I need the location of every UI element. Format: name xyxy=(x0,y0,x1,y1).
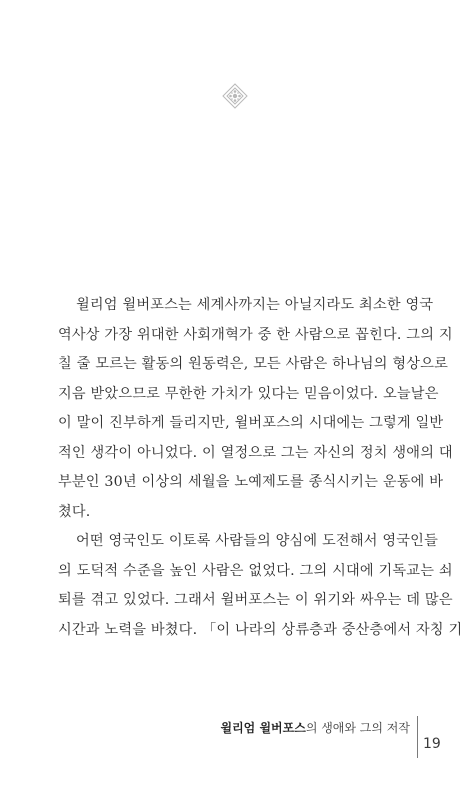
footer-divider xyxy=(417,716,418,758)
text-line: 부분인 30년 이상의 세월을 노예제도를 종식시키는 운동에 바 xyxy=(58,474,444,490)
text-line: 의 도덕적 수준을 높인 사람은 없었다. 그의 시대에 기독교는 쇠 xyxy=(58,562,453,579)
text-line: 쳤다. xyxy=(58,503,91,520)
text-line: 시간과 노력을 바쳤다. 「이 나라의 상류층과 중산층에서 자칭 기 xyxy=(58,621,463,638)
footer-title-rest: 의 생애와 그의 저작 xyxy=(305,721,410,735)
text-line: 적인 생각이 아니었다. 이 열정으로 그는 자신의 정치 생애의 대 xyxy=(58,444,453,461)
text-line: 어떤 영국인도 이토록 사람들의 양심에 도전해서 영국인들 xyxy=(76,533,438,549)
running-footer xyxy=(220,719,410,736)
text-line: 역사상 가장 위대한 사회개혁가 중 한 사람으로 꼽힌다. 그의 지 xyxy=(58,326,453,343)
text-line: 지음 받았으므로 무한한 가치가 있다는 믿음이었다. 오늘날은 xyxy=(58,385,439,402)
footer-title-bold: 윌리엄 윌버포스 xyxy=(220,721,306,735)
text-line: 칠 줄 모르는 활동의 원동력은, 모든 사람은 하나님의 형상으로 xyxy=(58,356,449,372)
page-number: 19 xyxy=(423,736,441,752)
text-line: 이 말이 진부하게 들리지만, 윌버포스의 시대에는 그렇게 일반 xyxy=(58,415,444,431)
text-line: 퇴를 겪고 있었다. 그래서 윌버포스는 이 위기와 싸우는 데 많은 xyxy=(58,592,453,608)
text-line: 윌리엄 윌버포스는 세계사까지는 아닐지라도 최소한 영국 xyxy=(76,297,434,313)
body-text xyxy=(58,291,463,645)
diamond-flourish-icon xyxy=(222,83,248,109)
